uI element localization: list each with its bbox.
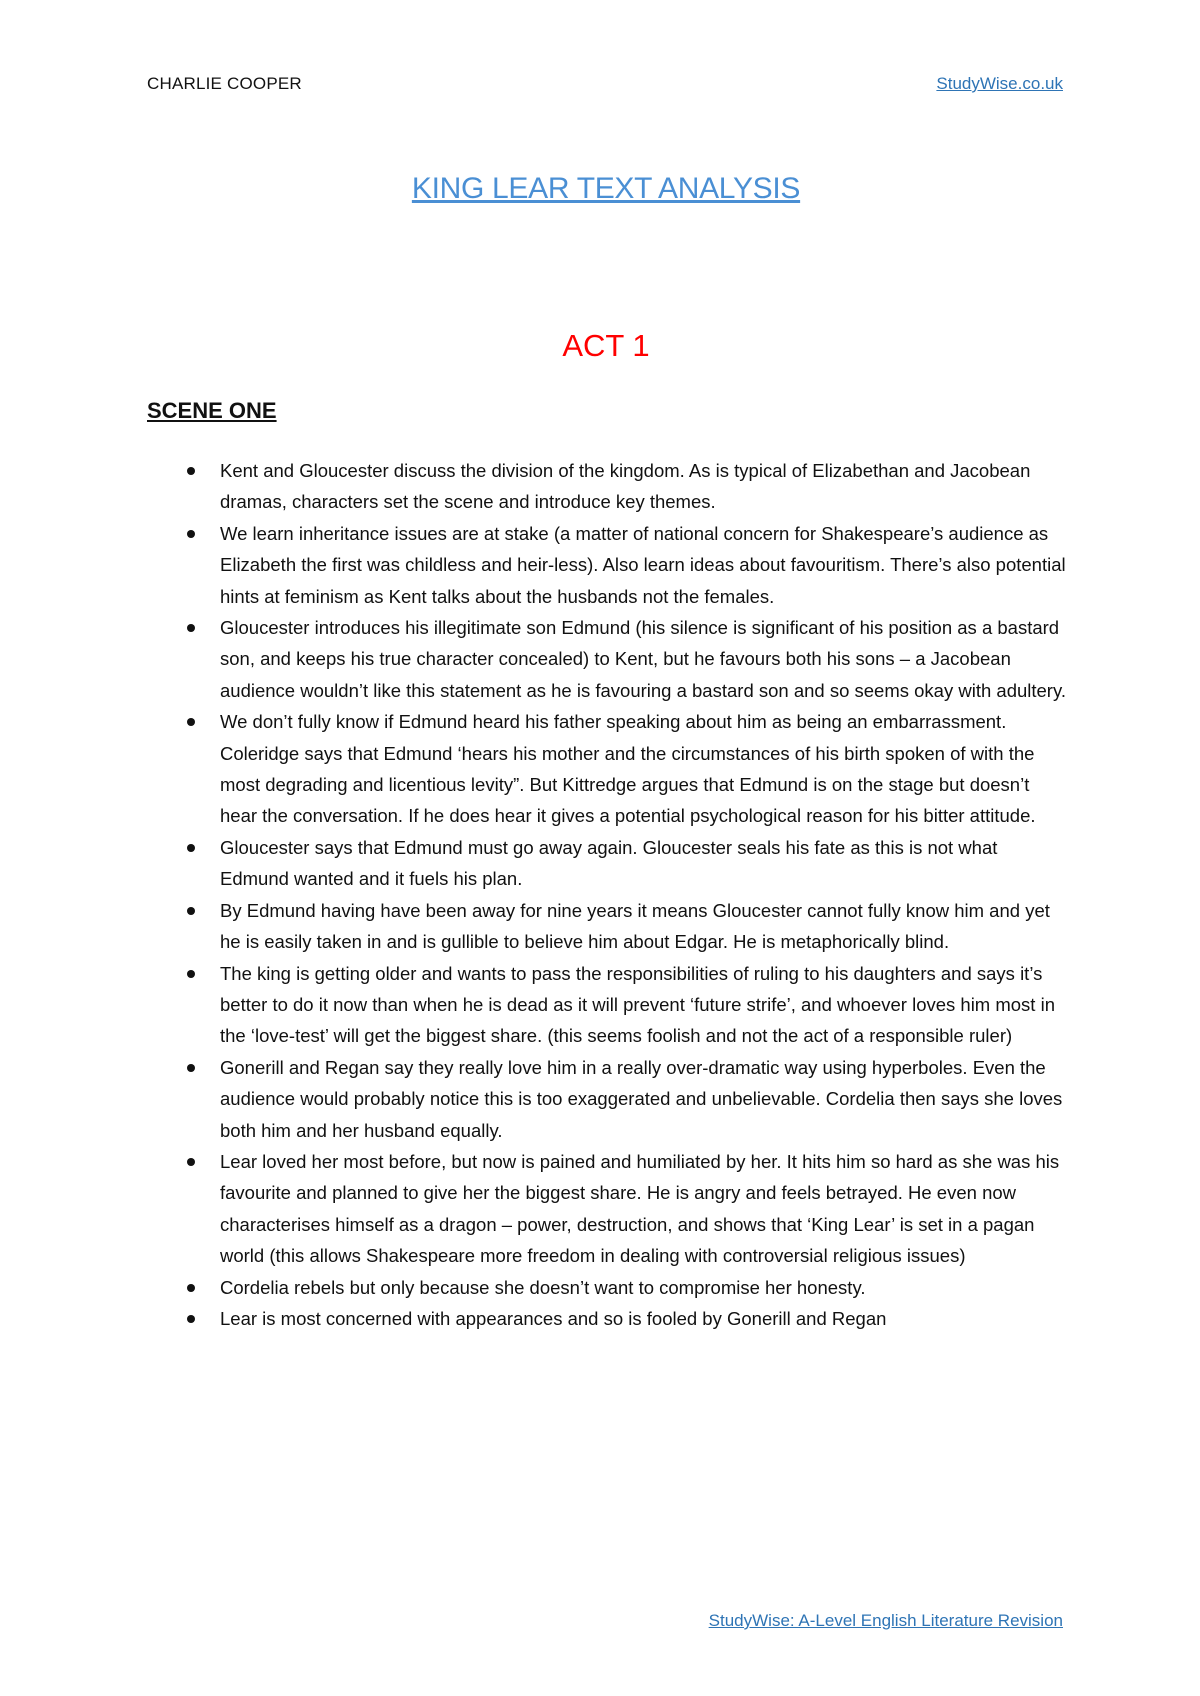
bullet-dot-icon — [187, 1315, 195, 1323]
bullet-item — [147, 612, 1067, 706]
bullet-item — [147, 455, 1067, 518]
header-author: CHARLIE COOPER — [147, 74, 302, 93]
footer-link[interactable]: StudyWise: A-Level English Literature Revision — [708, 1611, 1063, 1630]
bullet-text: Lear loved her most before, but now is pained and humiliated by her. It hits him so hard as she was his favourite and planned to give her the biggest share. He is angry and feels betrayed. He even now characterises himself as a dragon – power, destruction, and shows that ‘King Lear’ is set in a pagan world (this allows Shakespeare more freedom in dealing with controversial religious issues) — [220, 1150, 1060, 1267]
scene-heading: SCENE ONE — [147, 398, 277, 423]
bullet-dot-icon — [187, 1284, 195, 1292]
bullet-text: Cordelia rebels but only because she doesn’t want to compromise her honesty. — [220, 1276, 866, 1298]
bullet-item — [147, 1146, 1067, 1272]
bullet-item — [147, 518, 1067, 612]
bullet-text: We learn inheritance issues are at stake (a matter of national concern for Shakespeare’s audience as Elizabeth the first was childless and heir-less). Also learn ideas about favouritism. There’s also potential hints at feminism as Kent talks about the husbands not the females. — [220, 522, 1066, 607]
act-heading: ACT 1 — [562, 328, 650, 363]
bullet-dot-icon — [187, 530, 195, 538]
document-title: KING LEAR TEXT ANALYSIS — [411, 172, 801, 205]
bullet-dot-icon — [187, 907, 195, 915]
bullet-text: We don’t fully know if Edmund heard his father speaking about him as being an embarrassment. Coleridge says that Edmund ‘hears his mother and the circumstances of his birth spoken of with the most degrading and licentious levity”. But Kittredge argues that Edmund is on the stage but doesn’t hear the conversation. If he does hear it gives a potential psychological reason for his bitter attitude. — [220, 711, 1036, 827]
bullet-item — [147, 1303, 1067, 1334]
header-site-link[interactable]: StudyWise.co.uk — [936, 74, 1063, 93]
bullet-dot-icon — [187, 970, 195, 978]
bullet-dot-icon — [187, 624, 195, 632]
bullet-item — [147, 832, 1067, 895]
bullet-text: Kent and Gloucester discuss the division of the kingdom. As is typical of Elizabethan and Jacobean dramas, characters set the scene and introduce key themes. — [220, 460, 1031, 513]
bullet-item — [147, 895, 1067, 958]
bullet-text: The king is getting older and wants to pass the responsibilities of ruling to his daughters and says it’s better to do it now than when he is dead as it will prevent ‘future strife’, and whoever loves him most in the ‘love-test’ will get the biggest share. (this seems foolish and not the act of a responsible ruler) — [220, 962, 1055, 1047]
bullet-dot-icon — [187, 1158, 195, 1166]
bullet-dot-icon — [187, 1064, 195, 1072]
bullet-list — [147, 455, 1067, 1334]
bullet-item — [147, 1052, 1067, 1146]
bullet-text: Lear is most concerned with appearances and so is fooled by Gonerill and Regan — [220, 1307, 887, 1329]
bullet-text: By Edmund having have been away for nine years it means Gloucester cannot fully know him and yet he is easily taken in and is gullible to believe him about Edgar. He is metaphorically blind. — [220, 899, 1050, 953]
bullet-text: Gloucester says that Edmund must go away again. Gloucester seals his fate as this is not what Edmund wanted and it fuels his plan. — [220, 836, 998, 890]
bullet-item — [147, 706, 1067, 832]
bullet-text: Gonerill and Regan say they really love him in a really over-dramatic way using hyperboles. Even the audience would probably notice this is too exaggerated and unbelievable. Cordelia then says she loves both him and her husband equally. — [220, 1056, 1063, 1141]
bullet-item — [147, 958, 1067, 1052]
bullet-dot-icon — [187, 718, 195, 726]
bullet-dot-icon — [187, 844, 195, 852]
bullet-text: Gloucester introduces his illegitimate son Edmund (his silence is significant of his position as a bastard son, and keeps his true character concealed) to Kent, but he favours both his sons – a Jacobean audience wouldn’t like this statement as he is favouring a bastard son and so seems okay with adultery. — [220, 617, 1066, 701]
bullet-item — [147, 1272, 1067, 1303]
bullet-dot-icon — [187, 467, 195, 475]
